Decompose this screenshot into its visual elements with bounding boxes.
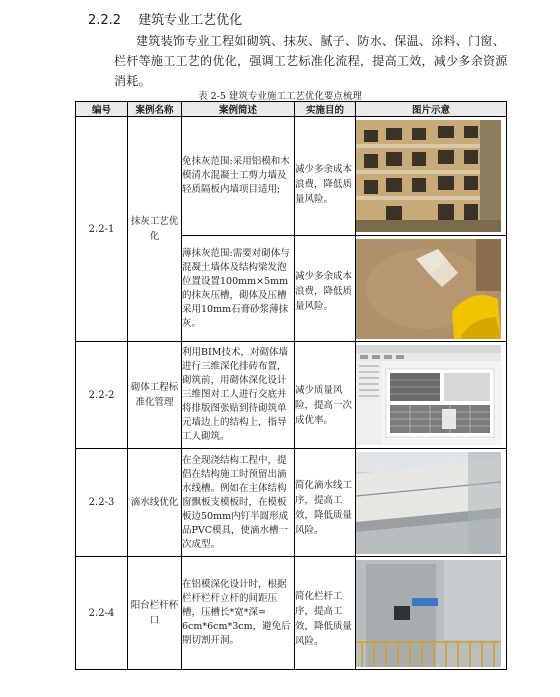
optimization-table — [75, 101, 507, 670]
table-row — [76, 117, 507, 236]
row-goal — [295, 236, 356, 342]
building-facade-photo — [356, 120, 506, 232]
row-number: 2.2-2 — [76, 342, 128, 449]
drip-line-photo — [356, 452, 506, 554]
row-desc: 免抹灰范围:采用铝模和木模清水混凝土工剪力墙及轻质隔板内墙项目适用; — [182, 117, 295, 236]
header-goal: 实施目的 — [295, 102, 356, 117]
header-number: 编号 — [76, 102, 128, 117]
row-image-cell — [356, 236, 507, 342]
table-row — [76, 342, 507, 449]
table-row — [76, 449, 507, 557]
row-name: 滴水线优化 — [128, 449, 182, 557]
table-row — [76, 557, 507, 670]
row-goal-text: 减少多余成本浪费，降低质量风险。 — [295, 163, 353, 205]
table-header-row — [76, 102, 507, 117]
section-title: 建筑专业工艺优化 — [138, 13, 243, 28]
row-goal — [295, 449, 356, 557]
row-name: 阳台栏杆杯口 — [128, 557, 182, 670]
row-desc: 薄抹灰范围:需要对砌体与混凝土墙体及结构梁发泡位置设置100mm×5mm的抹灰压槽，砌体及压槽采用10mm石膏砂浆薄抹灰。 — [182, 236, 295, 342]
intro-paragraph — [114, 31, 514, 91]
row-name: 砌体工程标准化管理 — [128, 342, 182, 449]
row-image-cell — [356, 117, 507, 236]
header-desc: 案例简述 — [182, 102, 295, 117]
row-name: 抹灰工艺优化 — [128, 117, 182, 342]
row-number: 2.2-4 — [76, 557, 128, 670]
row-goal — [295, 342, 356, 449]
section-number: 2.2.2 — [88, 13, 122, 28]
intro-text: 建筑装饰专业工程如砌筑、抹灰、腻子、防水、保温、涂料、门窗、栏杆等施工工艺的优化，强调工艺标准化流程，提高工效，减少多余资源消耗。 — [114, 34, 508, 88]
row-goal-text: 简化栏杆工序，提高工效，降低质量风险。 — [295, 591, 353, 647]
row-desc: 在铝模深化设计时，根据栏杆栏杆立杆的间距压槽，压槽长*宽*深= 6cm*6cm*3cm，避免后期切割开洞。 — [182, 557, 295, 670]
bim-software-screenshot — [356, 345, 506, 445]
row-goal-text: 减少质量风险，提高一次成优率。 — [295, 384, 353, 426]
row-goal — [295, 117, 356, 236]
row-image-cell — [356, 557, 507, 670]
table-caption: 表 2-5 建筑专业施工工艺优化要点梳理 — [198, 91, 362, 102]
row-goal — [295, 557, 356, 670]
header-image: 图片示意 — [356, 102, 507, 117]
row-goal-text: 减少多余成本浪费，降低质量风险。 — [295, 271, 353, 312]
row-image-cell — [356, 449, 507, 557]
row-number: 2.2-3 — [76, 449, 128, 557]
row-desc: 利用BIM技术，对砌体墙进行三维深化排砖布置，砌筑前，用砌体深化设计三维图对工人进行交底并将排版图张贴到待砌筑单元墙边上的结构上，指导工人砌筑。 — [182, 342, 295, 449]
header-name: 案例名称 — [128, 102, 182, 117]
balcony-railing-photo — [356, 560, 506, 667]
plastering-worker-photo — [356, 239, 506, 339]
section-heading — [88, 9, 242, 28]
row-image-cell — [356, 342, 507, 449]
row-number: 2.2-1 — [76, 117, 128, 342]
row-desc: 在全现浇结构工程中，提倡在结构施工时预留出滴水线槽。例如在主体结构窗飘板支模板时，在模板板边50mm内钉半圆形成品PVC模具，使滴水槽一次成型。 — [182, 449, 295, 557]
row-goal-text: 简化滴水线工序，提高工效，降低质量风险。 — [295, 479, 353, 536]
